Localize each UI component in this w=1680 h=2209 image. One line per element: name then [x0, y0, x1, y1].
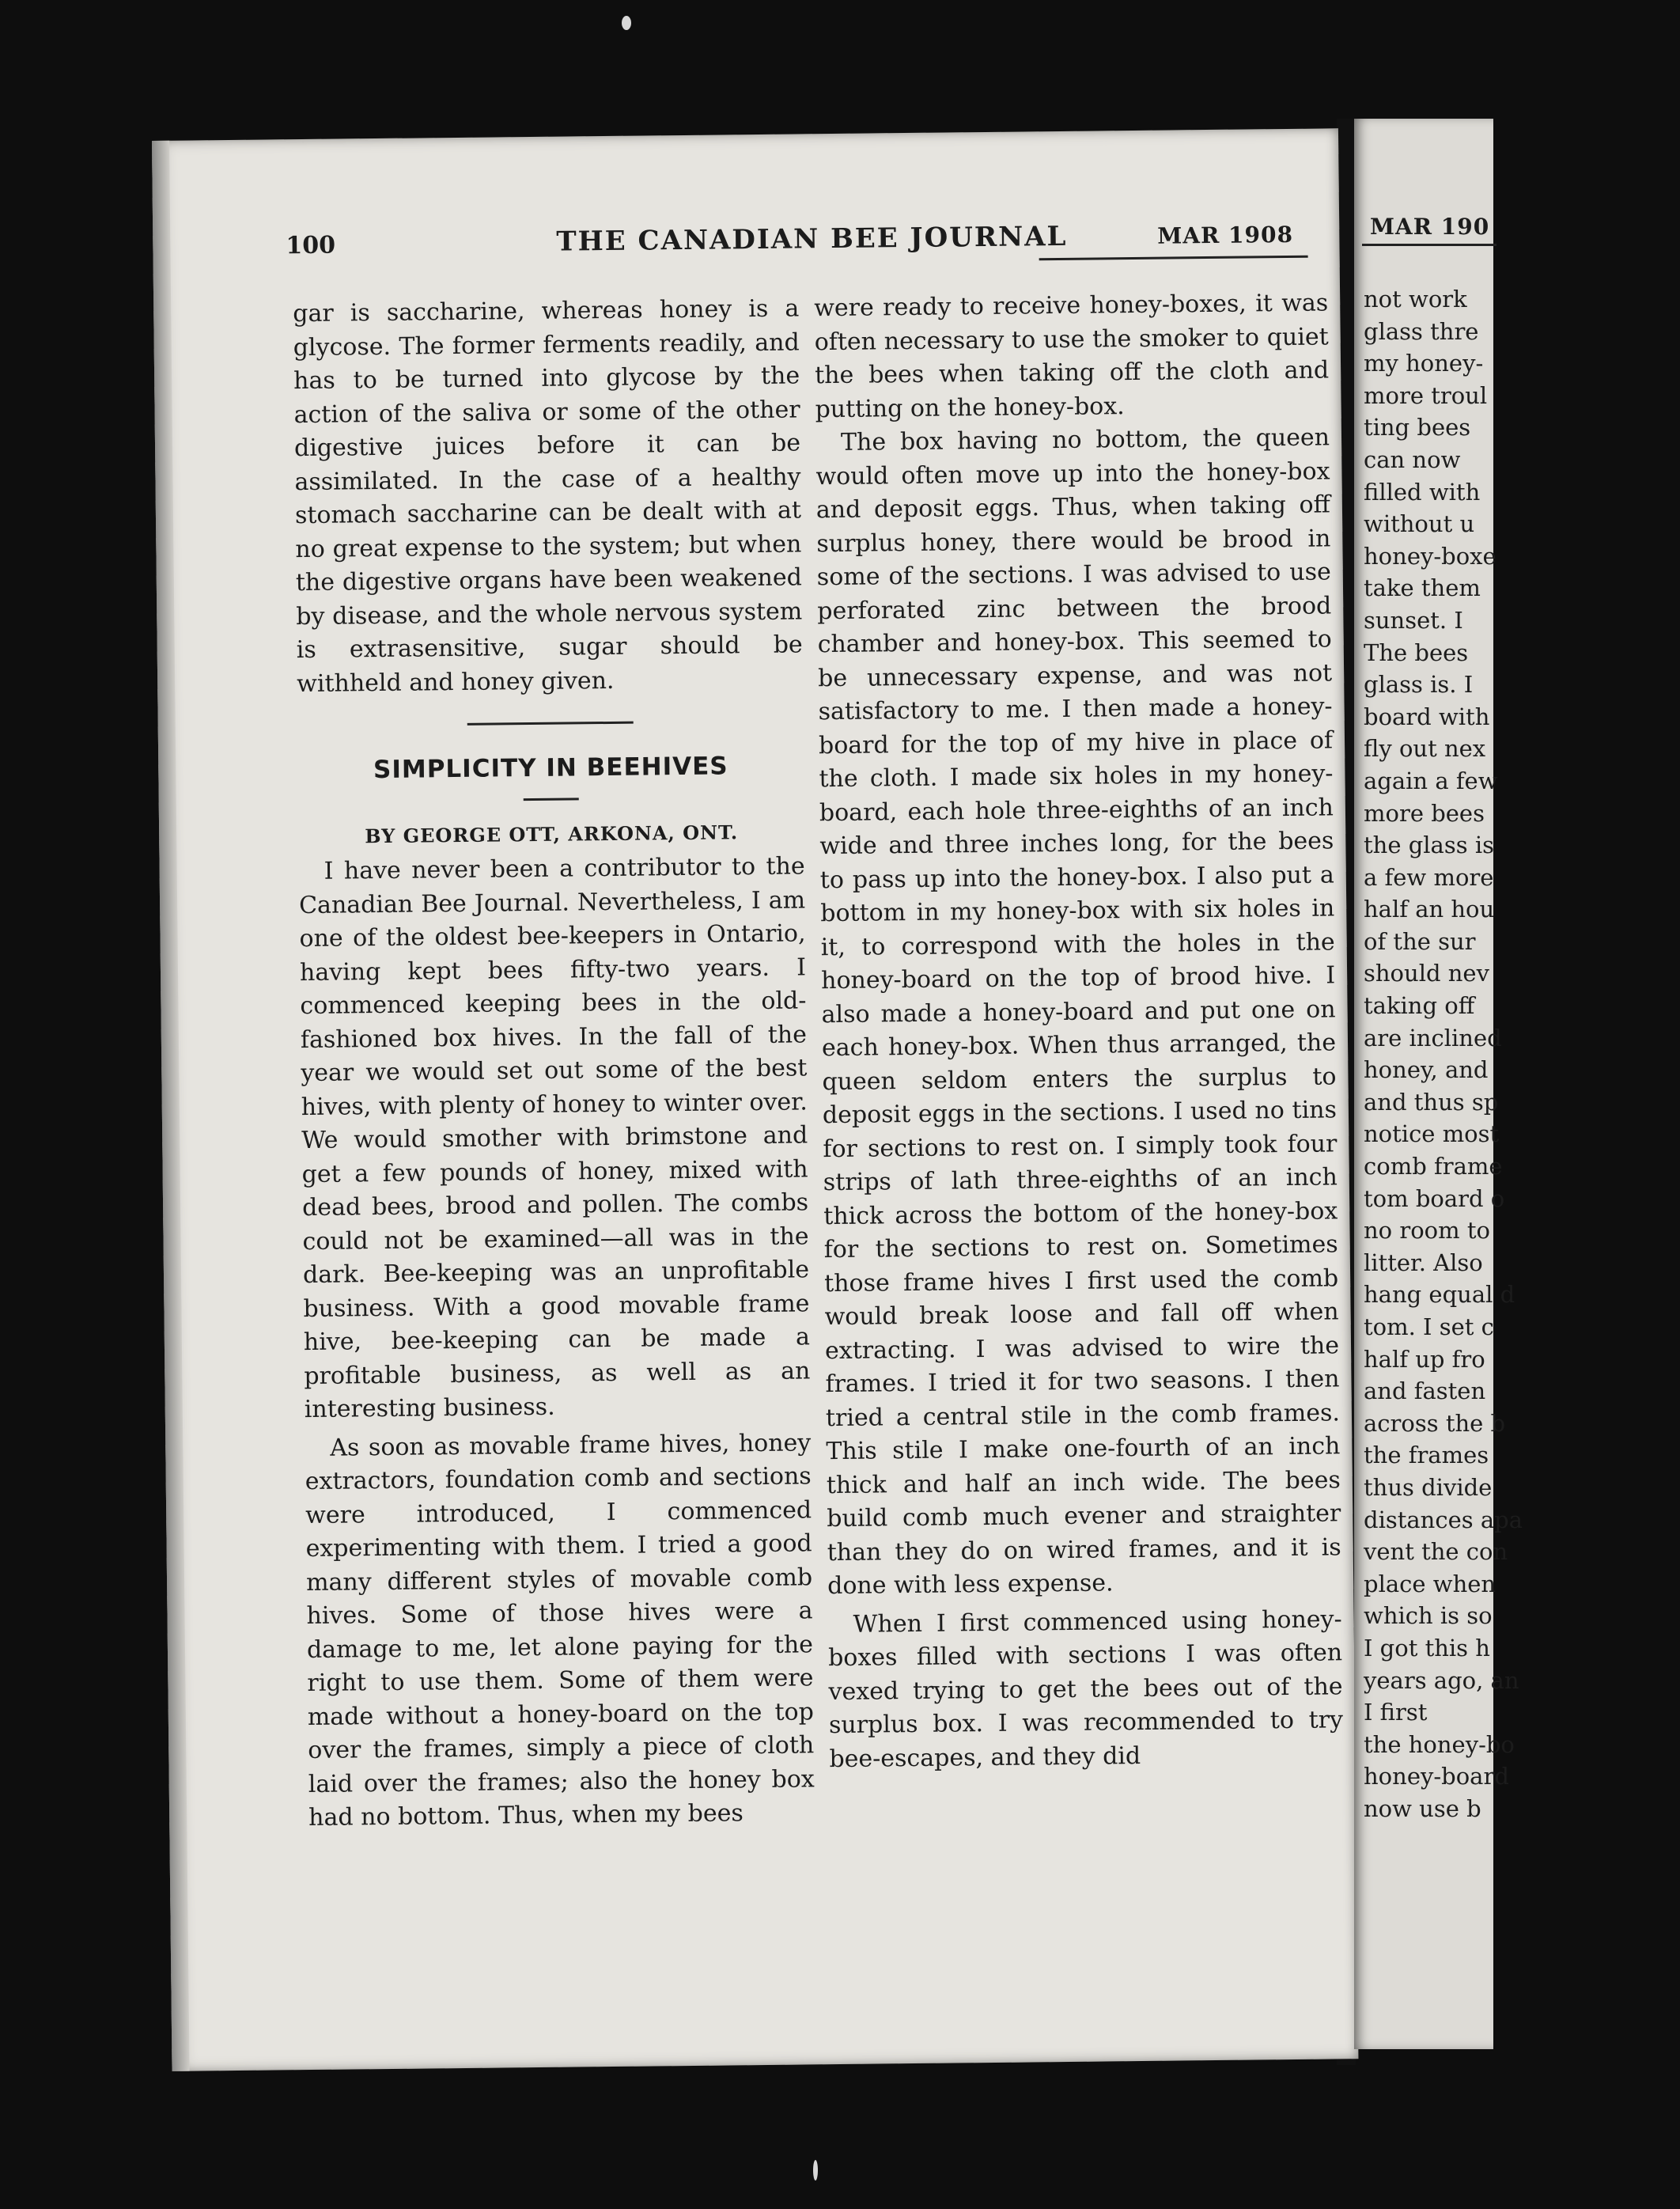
facing-page-line: notice most: [1364, 1120, 1500, 1148]
facing-page-line: and fasten: [1364, 1377, 1486, 1405]
page-header: [153, 211, 1340, 271]
facing-page-line: which is so: [1364, 1602, 1493, 1630]
facing-page-line: thus divide: [1364, 1473, 1493, 1501]
body-paragraph: As soon as movable frame hives, honey extractors, foundation comb and sections were introduced, I commenced experimenting with them. I tried a good many different styles of movable comb hives. Some of those hives were a damage to me, let alone paying for the right to use them. Some of them were made without a honey-board on the top over the frames, simply a piece of cloth laid over the frames; also the honey box had no bottom. Thus, when my bees: [305, 1428, 815, 1832]
facing-page-line: half up fro: [1364, 1345, 1485, 1373]
facing-page-line: without u: [1364, 510, 1475, 538]
body-paragraph: I have never been a contributor to the Canadian Bee Journal. Nevertheless, I am one of the oldest bee-keepers in Ontario, having kept bees fifty-two years. I commenced keeping bees in the old-fashioned box hives. In the fall of the year we would set out some of the best hives, with plenty of honey to winter over. We would smother with brimstone and get a few pounds of honey, mixed with dead bees, brood and pollen. The combs could not be examined—all was in the dark. Bee-keeping was an unprofitable business. With a good movable frame hive, bee-keeping can be made a profitable business, as well as an interesting business.: [298, 852, 811, 1424]
facing-page-line: the glass is: [1364, 832, 1494, 859]
facing-page-line: are inclined: [1364, 1024, 1502, 1051]
facing-page-line: more troul: [1364, 381, 1488, 409]
facing-page-line: years ago, an: [1364, 1666, 1519, 1694]
facing-page-line: my honey-: [1364, 350, 1484, 377]
intro-paragraph: gar is saccharine, whereas honey is a glycose. The former ferments readily, and has to be turned into glycose by the action of the saliva or some of the other digestive juices before it can be assimilated. In the case of a healthy stomach saccharine can be dealt with at no great expense to the system; but when the digestive organs have been weakened by disease, and the whole nervous system is extrasensitive, sugar should be withheld and honey given.: [293, 294, 803, 698]
facing-page-line: a few more: [1364, 863, 1494, 891]
facing-page-line: sunset. I: [1364, 606, 1463, 634]
article-title: SIMPLICITY IN BEEHIVES: [373, 752, 728, 785]
facing-page-line: more bees: [1364, 799, 1485, 827]
facing-header-rule: [1362, 244, 1496, 246]
facing-page-line: board with: [1364, 703, 1490, 730]
journal-page: [152, 128, 1358, 2071]
title-rule: [524, 798, 579, 801]
issue-date: MAR 1908: [1157, 221, 1294, 249]
facing-page-line: I got this h: [1364, 1634, 1490, 1661]
facing-page-line: fly out nex: [1364, 735, 1486, 763]
dust-speck: [813, 2160, 818, 2181]
facing-page: [1354, 119, 1523, 2049]
facing-page-line: taking off: [1364, 992, 1475, 1020]
body-paragraph: When I first commenced using honey-boxes filled with sections I was often vexed trying to get the bees out of the surplus box. I was recommended to try bee-escapes, and they did: [827, 1605, 1344, 1773]
facing-page-text: [1364, 283, 1680, 1825]
facing-page-line: and thus sp: [1364, 1088, 1499, 1116]
page-number: 100: [286, 231, 336, 260]
facing-page-line: honey-board: [1364, 1763, 1509, 1790]
section-divider: [467, 722, 634, 726]
facing-page-line: the honey-bo: [1364, 1730, 1515, 1758]
facing-page-line: glass is. I: [1364, 671, 1474, 699]
facing-page-line: of the sur: [1364, 927, 1476, 955]
facing-page-line: should nev: [1364, 960, 1489, 987]
facing-page-line: litter. Also: [1364, 1248, 1483, 1276]
facing-page-line: The bees: [1364, 638, 1469, 666]
facing-page-line: can now: [1364, 445, 1461, 473]
facing-page-line: place when: [1364, 1570, 1496, 1597]
facing-page-line: now use b: [1364, 1794, 1481, 1822]
facing-page-line: hang equal d: [1364, 1281, 1515, 1309]
facing-page-line: take them: [1364, 574, 1481, 602]
article-byline: BY GEORGE OTT, ARKONA, ONT.: [365, 820, 739, 847]
facing-page-line: ting bees: [1364, 414, 1471, 441]
facing-page-line: half an hou: [1364, 896, 1495, 923]
facing-page-line: comb frame: [1364, 1153, 1503, 1180]
facing-page-line: filled with: [1364, 478, 1481, 506]
facing-page-line: honey-boxe: [1364, 542, 1496, 570]
facing-page-header: MAR 190: [1370, 214, 1490, 240]
text-column-left: [293, 292, 815, 1835]
facing-page-line: tom board o: [1364, 1184, 1505, 1212]
body-paragraph: were ready to receive honey-boxes, it was often necessary to use the smoker to quiet the bees when taking off the cloth and putting on the honey-box.: [814, 289, 1330, 423]
journal-title: THE CANADIAN BEE JOURNAL: [556, 220, 1068, 258]
facing-page-line: I first: [1364, 1699, 1428, 1726]
facing-page-line: across the b: [1364, 1409, 1506, 1437]
facing-page-line: tom. I set c: [1364, 1313, 1494, 1340]
text-column-right: [814, 286, 1344, 1776]
facing-page-line: not work: [1364, 286, 1467, 313]
facing-page-line: vent the con: [1364, 1538, 1508, 1566]
facing-page-line: honey, and: [1364, 1056, 1489, 1084]
facing-page-line: distances apa: [1364, 1506, 1523, 1533]
facing-page-line: no room to: [1364, 1217, 1490, 1245]
facing-page-line: glass thre: [1364, 317, 1479, 345]
dust-speck: [622, 16, 631, 30]
body-paragraph: The box having no bottom, the queen would often move up into the honey-box and deposit eggs. Thus, when taking off surplus honey, there would be brood in some of the sections. I was advised to use perforated zinc between the brood chamber and honey-box. This seemed to be unnecessary expense, and was not satisfactory to me. I then made a honey-board for the top of my hive in place of the cloth. I made six holes in my honey-board, each hole three-eighths of an inch wide and three inches long, for the bees to pass up into the honey-box. I also put a bottom in my honey-box with six holes in it, to correspond with the holes in the honey-board on the top of brood hive. I also made a honey-board and put one on each honey-box. When thus arranged, the queen seldom enters the surplus to deposit eggs in the sections. I used no tins for sections to rest on. I simply took four strips of lath three-eighths of an inch thick across the bottom of the honey-box for the sections to rest on. Sometimes those frame hives I first used the comb would break loose and fall off when extracting. I was advised to wire the frames. I tried it for two seasons. I then tried a central stile in the comb frames. This stile I make one-fourth of an inch thick and half an inch wide. The bees build comb much evener and straighter than they do on wired frames, and it is done with less expense.: [815, 423, 1341, 1601]
facing-page-line: the frames: [1364, 1442, 1489, 1469]
facing-page-line: again a few: [1364, 767, 1498, 794]
